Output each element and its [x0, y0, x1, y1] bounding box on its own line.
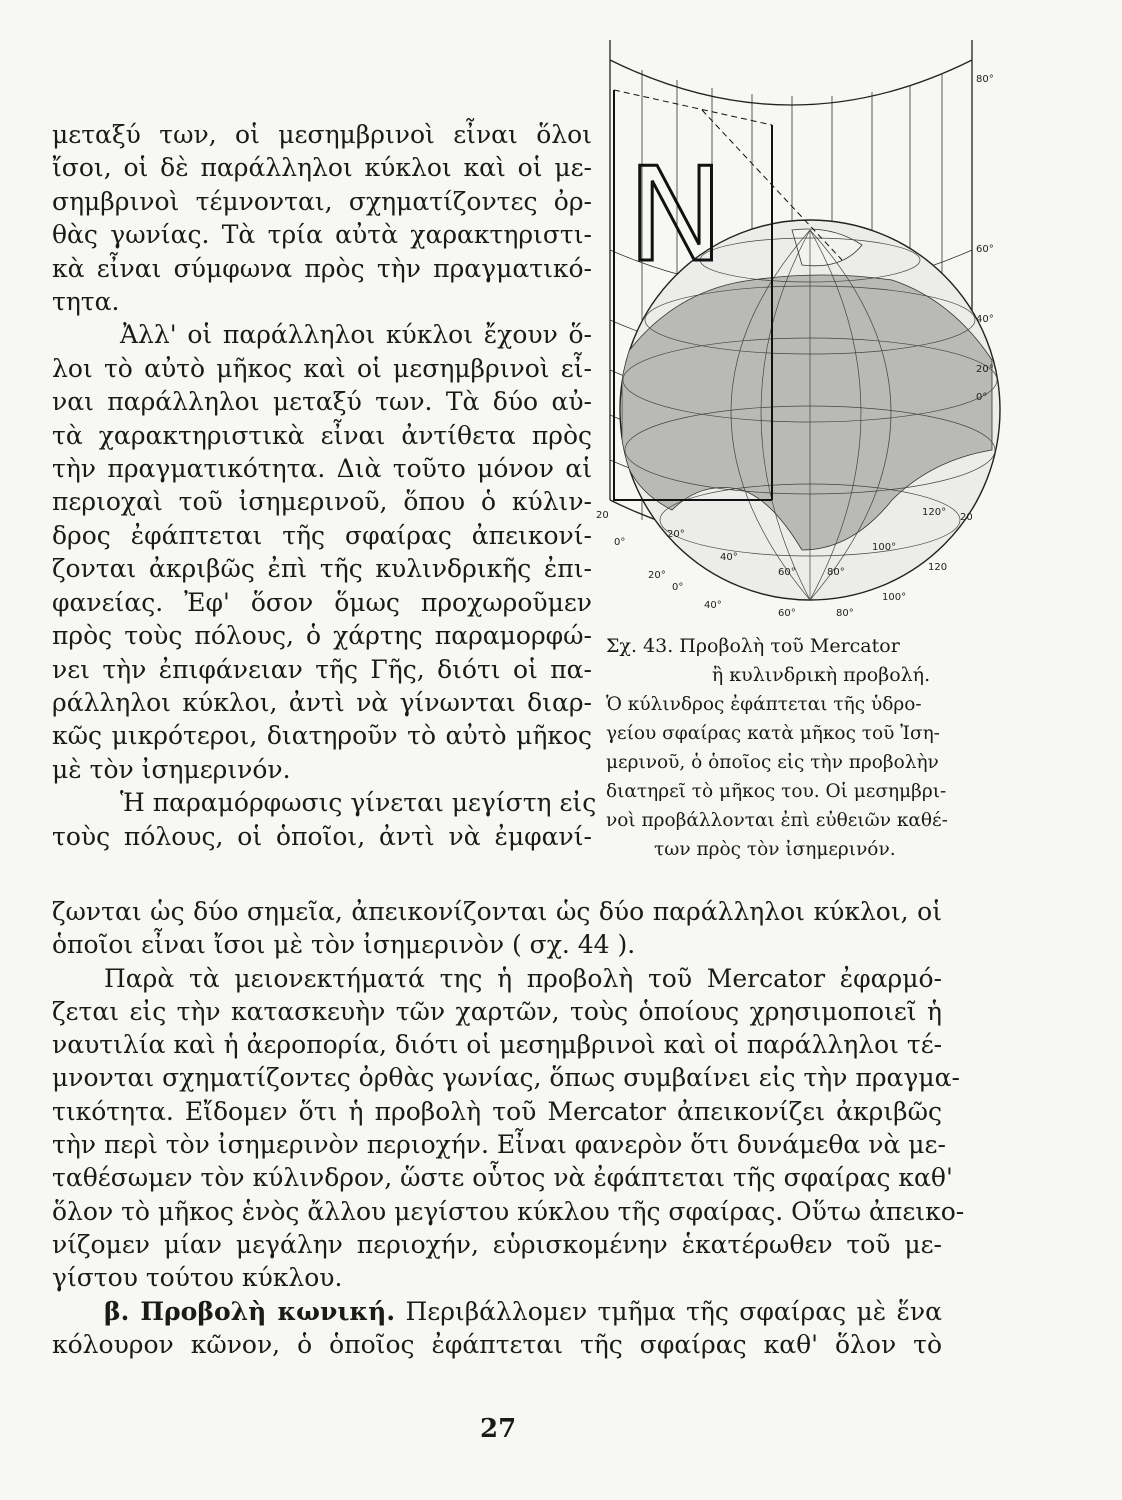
lat-label: 80°: [976, 74, 994, 85]
north-letter-icon: N: [627, 139, 725, 291]
text-line: θὰς γωνίας. Τὰ τρία αὐτὰ χαρακτηριστι-: [52, 220, 592, 250]
figure-caption: [606, 632, 1036, 864]
text-line: περιοχαὶ τοῦ ἰσημερινοῦ, ὅπου ὁ κύλιν-: [52, 487, 592, 517]
text-line: ὁποῖοι εἶναι ἴσοι μὲ τὸν ἰσημερινὸν ( σχ. 44 ).: [52, 930, 636, 960]
paragraph-3: [52, 786, 597, 853]
text-line: μεταξύ των, οἱ μεσημβρινοὶ εἶναι ὅλοι: [52, 120, 592, 149]
caption-line: γείου σφαίρας κατὰ μῆκος τοῦ Ἰση-: [606, 723, 940, 744]
text-line: τὰ χαρακτηριστικὰ εἶναι ἀντίθετα πρὸς: [52, 420, 592, 450]
text-line: κὰ εἶναι σύμφωνα πρὸς τὴν πραγματικό-: [52, 253, 592, 283]
text-line: ὅλον τὸ μῆκος ἑνὸς ἄλλου μεγίστου κύκλου τῆς σφαίρας. Οὕτω ἀπεικο-: [52, 1196, 965, 1226]
text-line: Παρὰ τὰ μειονεκτήματά της ἡ προβολὴ τοῦ Mercator ἐφαρμό-: [104, 963, 942, 993]
text-line: ταθέσωμεν τὸν κύλινδρον, ὥστε οὗτος νὰ ἐφάπτεται τῆς σφαίρας καθ': [52, 1163, 953, 1193]
lon-label: 20°: [667, 529, 685, 540]
lon-label: 20°: [648, 570, 666, 581]
text-line: Ἡ παραμόρφωσις γίνεται μεγίστη εἰς: [120, 788, 597, 818]
lat-label: 60°: [976, 244, 994, 255]
lon-label: 120°: [922, 507, 947, 518]
paragraph-1: [52, 118, 592, 318]
text-line: φανείας. Ἐφ' ὅσον ὅμως προχωροῦμεν: [52, 587, 592, 617]
caption-line: διατηρεῖ τὸ μῆκος του. Οἱ μεσημβρι-: [606, 781, 947, 802]
lat-label: 20°: [976, 364, 994, 375]
text-line: τικότητα. Εἴδομεν ὅτι ἡ προβολὴ τοῦ Mercator ἀπεικονίζει ἀκριβῶς: [52, 1096, 942, 1126]
section-heading: β. Προβολὴ κωνική.: [104, 1296, 396, 1326]
mercator-figure: [592, 30, 1010, 630]
lon-label: 100°: [872, 542, 897, 553]
text-line: τητα.: [52, 287, 120, 317]
text-line: ἴσοι, οἱ δὲ παράλληλοι κύκλοι καὶ οἱ με-: [52, 153, 592, 183]
mercator-cylinder-illustration: [592, 30, 1010, 630]
lat-label: 0°: [976, 392, 988, 403]
page-number: 27: [480, 1414, 517, 1444]
lon-label: 60°: [778, 567, 796, 578]
text-line: δρος ἐφάπτεται τῆς σφαίρας ἀπεικονί-: [52, 520, 592, 550]
text-line: ζονται ἀκριβῶς ἐπὶ τῆς κυλινδρικῆς ἐπι-: [52, 554, 592, 584]
lon-label: 20: [960, 512, 973, 523]
text-line: σημβρινοὶ τέμνονται, σχηματίζοντες ὀρ-: [52, 186, 592, 216]
lon-label: 40°: [704, 600, 722, 611]
text-line: γίστου τούτου κύκλου.: [52, 1263, 343, 1293]
text-line: μνονται σχηματίζοντες ὀρθὰς γωνίας, ὅπως συμβαίνει εἰς τὴν πραγμα-: [52, 1063, 960, 1093]
lon-label: 120: [928, 562, 948, 573]
text-line: ζωνται ὡς δύο σημεῖα, ἀπεικονίζονται ὡς δύο παράλληλοι κύκλοι, οἱ: [52, 897, 942, 926]
text-line: τὴν περὶ τὸν ἰσημερινὸν περιοχήν. Εἶναι φανερὸν ὅτι δυνάμεθα νὰ με-: [52, 1130, 946, 1160]
text-line: ράλληλοι κύκλοι, ἀντὶ νὰ γίνωνται διαρ-: [52, 687, 592, 717]
text-line: πρὸς τοὺς πόλους, ὁ χάρτης παραμορφώ-: [52, 621, 592, 651]
text-line: νίζομεν μίαν μεγάλην περιοχήν, εὑρισκομένην ἑκατέρωθεν τοῦ με-: [52, 1229, 942, 1259]
text-line: μὲ τὸν ἰσημερινόν.: [52, 754, 291, 784]
paragraph-2: [52, 318, 592, 786]
text-line: λοι τὸ αὐτὸ μῆκος καὶ οἱ μεσημβρινοὶ εἶ-: [52, 353, 592, 383]
full-width-text: [52, 895, 965, 1361]
lon-label: 20: [596, 510, 609, 521]
lat-label: 40°: [976, 314, 994, 325]
lon-label: 0°: [672, 582, 684, 593]
text-line: Ἀλλ' οἱ παράλληλοι κύκλοι ἔχουν ὅ-: [120, 320, 592, 350]
section-first-line-text: Περιβάλλομεν τμῆμα τῆς σφαίρας μὲ ἕνα: [405, 1296, 942, 1326]
text-line: ζεται εἰς τὴν κατασκευὴν τῶν χαρτῶν, τοὺς ὁποίους χρησιμοποιεῖ ἡ: [52, 996, 942, 1026]
text-line: τὴν πραγματικότητα. Διὰ τοῦτο μόνον αἱ: [52, 454, 592, 484]
text-line: ναι παράλληλοι μεταξύ των. Τὰ δύο αὐ-: [52, 387, 592, 417]
caption-title: Σχ. 43. Προβολὴ τοῦ Mercator: [606, 635, 900, 657]
section-first-line: [52, 1295, 942, 1328]
caption-line: μερινοῦ, ὁ ὁποῖος εἰς τὴν προβολὴν: [606, 752, 939, 773]
text-line: κόλουρον κῶνον, ὁ ὁποῖος ἐφάπτεται τῆς σφαίρας καθ' ὅλον τὸ: [52, 1329, 942, 1359]
left-column-text: [52, 118, 597, 853]
text-line: νει τὴν ἐπιφάνειαν τῆς Γῆς, διότι οἱ πα-: [52, 654, 592, 684]
text-line: κῶς μικρότεροι, διατηροῦν τὸ αὐτὸ μῆκος: [52, 721, 592, 751]
lon-label: 0°: [614, 537, 626, 548]
caption-line: των πρὸς τὸν ἰσημερινόν.: [654, 839, 896, 860]
caption-subtitle: ἢ κυλινδρικὴ προβολή.: [711, 664, 931, 686]
caption-line: νοὶ προβάλλονται ἐπὶ εὐθειῶν καθέ-: [606, 810, 948, 831]
lon-label: 60°: [778, 608, 796, 619]
lon-label: 80°: [827, 567, 845, 578]
lon-label: 80°: [836, 608, 854, 619]
text-line: ναυτιλία καὶ ἡ ἀεροπορία, διότι οἱ μεσημβρινοὶ καὶ οἱ παράλληλοι τέ-: [52, 1030, 943, 1060]
text-line: τοὺς πόλους, οἱ ὁποῖοι, ἀντὶ νὰ ἐμφανί-: [52, 821, 592, 851]
lon-label: 40°: [720, 552, 738, 563]
lon-label: 100°: [882, 592, 907, 603]
caption-line: Ὁ κύλινδρος ἐφάπτεται τῆς ὑδρο-: [606, 694, 922, 715]
